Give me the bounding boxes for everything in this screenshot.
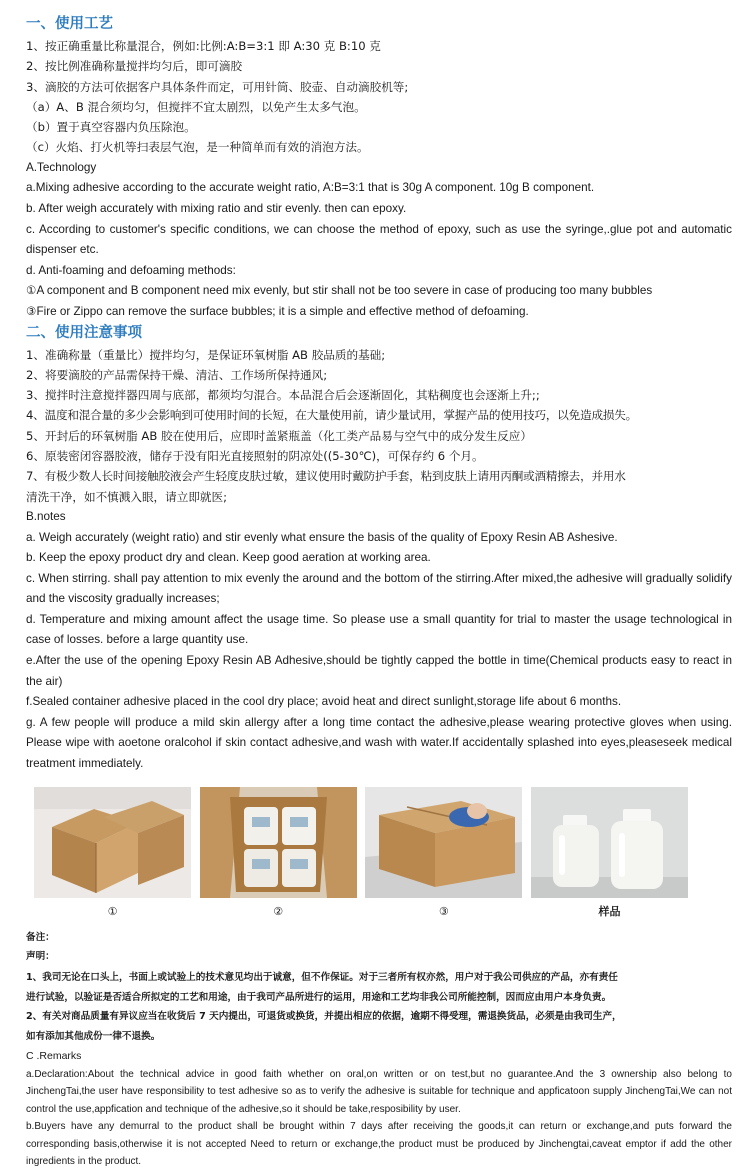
remarks-cn-line: 进行试验，以验证是否适合所拟定的工艺和用途，由于我司产品所进行的运用，用途和工艺均非我公司所能控制，因而应由用户本身负责。	[26, 991, 612, 1003]
cn-line: 1、按正确重量比称量混合，例如:比例:A:B=3:1 即 A:30 克 B:10 克	[26, 39, 381, 53]
section-1-title: 一、使用工艺	[26, 16, 113, 32]
remarks-en-declaration: a.Declaration:About the technical advice in good faith whether on oral,on written or on test,but no guarantee.And the 3 ownership also belong to JinchengTai,the user have responsibility to test adhesive so as to verify the adhesive is suitable for technique and appficatoon supply JinchengTai,We can not control the use,appfication and technique of the adhesive,so it should be take,resposibility by user.	[26, 1069, 732, 1115]
en-item: d. Anti-foaming and defoaming methods:	[26, 263, 236, 277]
photo-caption: ①	[107, 904, 118, 918]
en-item: ③Fire or Zippo can remove the surface bubbles; it is a simple and effective method of defoaming.	[26, 304, 529, 318]
photo-taping-box	[365, 787, 522, 898]
photo-captions	[34, 904, 688, 920]
cn-line: （c）火焰、打火机等扫表层气泡，是一种简单而有效的消泡方法。	[26, 140, 369, 155]
technology-list	[26, 178, 732, 322]
cn-line: 1、准确称量（重量比）搅拌均匀，是保证环氧树脂 AB 胶品质的基础;	[26, 347, 386, 362]
section-2-title: 二、使用注意事项	[26, 324, 142, 341]
en-item: g. A few people will produce a mild skin allergy after a long time contact the adhesive,please wearing protective gloves when using. Please wipe with aoetone oralcohol if skin contact adhesive,and wash with water.If accidentally splashed into eyes,pleaseseek medical treatment immediately.	[26, 715, 732, 771]
notes-list	[26, 528, 732, 775]
en-item: a. Weigh accurately (weight ratio) and stir evenly what ensure the basis of the quality of Epoxy Resin AB Ashesive.	[26, 530, 618, 544]
photo-strip	[34, 787, 688, 898]
cn-line: 2、按比例准确称量搅拌均匀后，即可滴胶	[26, 59, 243, 74]
photo-caption: ②	[273, 904, 284, 918]
cn-line: 5、开封后的环氧树脂 AB 胶在使用后，应即时盖紧瓶盖（化工类产品易与空气中的成分发生反应）	[26, 428, 532, 443]
section-1-cn-list	[26, 36, 732, 158]
photo-sample-bottles	[531, 787, 688, 898]
en-item: ①A component and B component need mix evenly, but stir shall not be too severe in case of producing too many bubbles	[26, 284, 653, 298]
photo-bottles-in-box	[200, 787, 357, 898]
remarks-en-returns: b.Buyers have any demurral to the product shall be brought within 7 days after receiving the goods,it can return or exchange,and puts forward the corresponding basis,otherwise it is not accepted Need to return or exchange,the product must be produced by Jinchengtai,caveat emptor if add the other ingredients in the product.	[26, 1121, 732, 1168]
en-item: c. When stirring. shall pay attention to mix evenly the around and the bottom of the stirring.After mixed,the adhesive will gradually solidify and the viscosity gradually increases;	[26, 571, 732, 606]
remarks-cn-line: 2、有关对商品质量有异议应当在收货后 7 天内提出，可退货或换货，并提出相应的依据，逾期不得受理，需退换货品，必须是由我司生产，	[26, 1011, 622, 1023]
cn-line: （a）A、B 混合须均匀，但搅拌不宜太剧烈，以免产生太多气泡。	[26, 99, 366, 114]
remarks-title: 备注：	[26, 931, 55, 943]
notes-heading: B.notes	[26, 509, 66, 523]
en-item: e.After the use of the opening Epoxy Resin AB Adhesive,should be tightly capped the bottle in time(Chemical products easy to react in the air)	[26, 654, 732, 688]
declaration-title: 声明：	[26, 951, 55, 963]
photo-cartons	[34, 787, 191, 898]
cn-line: 3、搅拌时注意搅拌器四周与底部，都须均匀混合。本品混合后会逐渐固化，其粘稠度也会逐渐上升;;	[26, 388, 540, 403]
cn-line: 2、将要滴胶的产品需保持干燥、清洁、工作场所保持通风;	[26, 367, 328, 382]
photo-caption: ③	[438, 904, 449, 918]
cn-line: 3、滴胶的方法可依据客户具体条件而定，可用针筒、胶壶、自动滴胶机等;	[26, 79, 409, 94]
remarks-cn-line: 1、我司无论在口头上，书面上或试验上的技术意见均出于诚意，但不作保证。对于三者所有权亦然，用户对于我公司供应的产品，亦有责任	[26, 972, 618, 984]
cn-line: （b）置于真空容器内负压除泡。	[26, 120, 196, 135]
en-item: c. According to customer's specific conditions, we can choose the method of epoxy, such as use the syringe,.glue pot and automatic dispenser etc.	[26, 222, 732, 257]
en-item: b. Keep the epoxy product dry and clean. Keep good aeration at working area.	[26, 551, 431, 565]
en-item: d. Temperature and mixing amount affect the usage time. So please use a small quantity for trial to master the usage technological in case of losses. before a large quantity use.	[26, 612, 732, 647]
en-item: a.Mixing adhesive according to the accurate weight ratio, A:B=3:1 that is 30g A component. 10g B component.	[26, 181, 595, 195]
cn-line: 清洗干净，如不慎溅入眼，请立即就医;	[26, 489, 228, 504]
cn-line: 4、温度和混合量的多少会影响到可使用时间的长短，在大量使用前，请少量试用，掌握产品的使用技巧，以免造成损失。	[26, 408, 638, 423]
en-item: b. After weigh accurately with mixing ratio and stir evenly. then can epoxy.	[26, 201, 407, 215]
remarks-block	[26, 928, 732, 1171]
technology-heading: A.Technology	[26, 160, 97, 174]
remarks-cn-line: 如有添加其他成份一律不退换。	[26, 1030, 161, 1042]
cn-line: 7、有极少数人长时间接触胶液会产生轻度皮肤过敏，建议使用时戴防护手套，粘到皮肤上请用丙酮或酒精擦去，并用水	[26, 469, 626, 484]
section-2-cn-list	[26, 345, 732, 507]
remarks-en-heading: C .Remarks	[26, 1050, 82, 1063]
photo-caption: 样品	[598, 904, 621, 918]
en-item: f.Sealed container adhesive placed in the cool dry place; avoid heat and direct sunlight,storage life about 6 months.	[26, 695, 622, 709]
cn-line: 6、原装密闭容器胶液，储存于没有阳光直接照射的阴凉处((5-30℃)，可保存约 6 个月。	[26, 449, 484, 464]
